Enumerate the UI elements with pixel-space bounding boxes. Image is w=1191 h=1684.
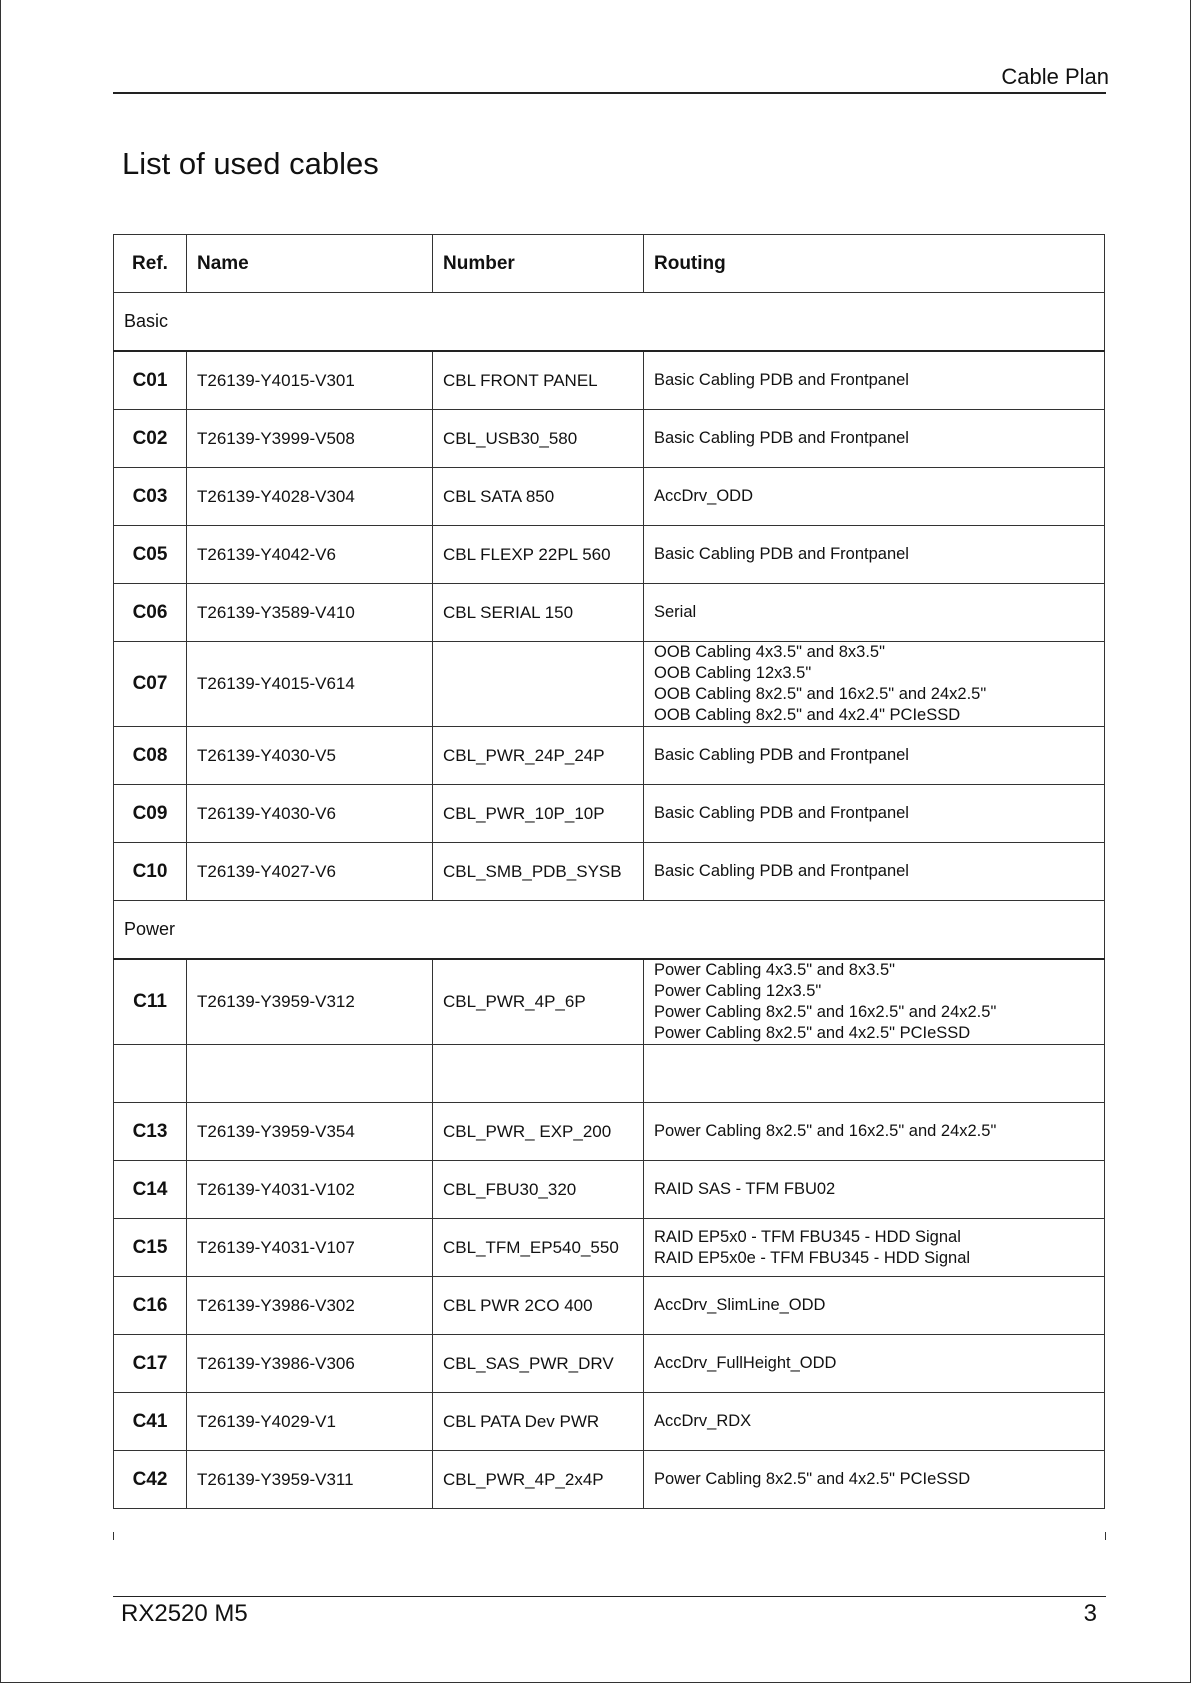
- cable-name: T26139-Y3986-V306: [187, 1335, 433, 1393]
- table-row: [114, 785, 1105, 843]
- table-row: [114, 1451, 1105, 1509]
- cable-name: [187, 1045, 433, 1103]
- cable-ref: C05: [114, 526, 187, 584]
- cable-ref: C11: [114, 959, 187, 1045]
- routing-line: Power Cabling 4x3.5" and 8x3.5": [654, 961, 896, 979]
- routing-line: AccDrv_SlimLine_ODD: [654, 1296, 826, 1314]
- cable-routing: [644, 1045, 1105, 1103]
- column-header-ref: Ref.: [114, 235, 187, 293]
- routing-line: Power Cabling 12x3.5": [654, 982, 822, 1000]
- cable-routing: [644, 785, 1105, 843]
- table-row: [114, 1393, 1105, 1451]
- routing-line: Power Cabling 8x2.5" and 16x2.5" and 24x2.5": [654, 1122, 997, 1140]
- cable-table: [113, 234, 1105, 1509]
- routing-line: OOB Cabling 8x2.5" and 16x2.5" and 24x2.5": [654, 685, 987, 703]
- cable-ref: C14: [114, 1161, 187, 1219]
- cable-ref: C16: [114, 1277, 187, 1335]
- table-continuation: [113, 1532, 1106, 1540]
- cable-name: T26139-Y3959-V311: [187, 1451, 433, 1509]
- routing-line: RAID SAS - TFM FBU02: [654, 1180, 836, 1198]
- table-row: [114, 1277, 1105, 1335]
- routing-line: Basic Cabling PDB and Frontpanel: [654, 545, 909, 563]
- cable-routing: [644, 351, 1105, 410]
- routing-line: OOB Cabling 8x2.5" and 4x2.4" PCIeSSD: [654, 706, 961, 724]
- cable-ref: C01: [114, 351, 187, 410]
- cable-ref: C41: [114, 1393, 187, 1451]
- cable-number: CBL_SMB_PDB_SYSB: [433, 843, 644, 901]
- footer-model: RX2520 M5: [121, 1600, 248, 1627]
- column-header-name: Name: [187, 235, 433, 293]
- header-divider: [113, 92, 1106, 94]
- routing-line: Power Cabling 8x2.5" and 16x2.5" and 24x2.5": [654, 1003, 997, 1021]
- cable-name: T26139-Y4031-V107: [187, 1219, 433, 1277]
- cable-ref: C10: [114, 843, 187, 901]
- cable-name: T26139-Y4015-V301: [187, 351, 433, 410]
- cable-name: T26139-Y4042-V6: [187, 526, 433, 584]
- cable-ref: C15: [114, 1219, 187, 1277]
- cable-name: T26139-Y3959-V312: [187, 959, 433, 1045]
- cable-routing: [644, 1219, 1105, 1277]
- cable-number: CBL SERIAL 150: [433, 584, 644, 642]
- cable-routing: [644, 642, 1105, 727]
- cable-ref: C13: [114, 1103, 187, 1161]
- routing-line: Power Cabling 8x2.5" and 4x2.5" PCIeSSD: [654, 1024, 971, 1042]
- cable-ref: C09: [114, 785, 187, 843]
- table-row: [114, 1161, 1105, 1219]
- cable-number: CBL_PWR_10P_10P: [433, 785, 644, 843]
- table-row: [114, 1103, 1105, 1161]
- table-row: [114, 642, 1105, 727]
- cable-ref: C06: [114, 584, 187, 642]
- table-row: [114, 526, 1105, 584]
- table-header-row: [114, 235, 1105, 293]
- footer-divider: [113, 1596, 1106, 1597]
- table-row: [114, 468, 1105, 526]
- table-row: [114, 1219, 1105, 1277]
- cable-name: T26139-Y4029-V1: [187, 1393, 433, 1451]
- table-row: [114, 843, 1105, 901]
- cable-routing: [644, 1103, 1105, 1161]
- cable-ref: C08: [114, 727, 187, 785]
- cable-name: T26139-Y3986-V302: [187, 1277, 433, 1335]
- routing-line: Basic Cabling PDB and Frontpanel: [654, 862, 909, 880]
- cable-ref: [114, 1045, 187, 1103]
- routing-line: Power Cabling 8x2.5" and 4x2.5" PCIeSSD: [654, 1470, 971, 1488]
- table-row: [114, 959, 1105, 1045]
- routing-line: OOB Cabling 4x3.5" and 8x3.5": [654, 643, 885, 661]
- cable-number: CBL FRONT PANEL: [433, 351, 644, 410]
- section-row: [114, 901, 1105, 960]
- section-label: Power: [114, 901, 1105, 960]
- cable-routing: [644, 526, 1105, 584]
- table-row: [114, 727, 1105, 785]
- footer-page-number: 3: [1083, 1600, 1097, 1627]
- cable-number: CBL_PWR_4P_2x4P: [433, 1451, 644, 1509]
- cable-name: T26139-Y3959-V354: [187, 1103, 433, 1161]
- cable-routing: [644, 1161, 1105, 1219]
- cable-name: T26139-Y4027-V6: [187, 843, 433, 901]
- cable-number: CBL_SAS_PWR_DRV: [433, 1335, 644, 1393]
- cable-ref: C03: [114, 468, 187, 526]
- cable-name: T26139-Y4030-V6: [187, 785, 433, 843]
- cable-number: CBL_PWR_ EXP_200: [433, 1103, 644, 1161]
- table-row: [114, 1045, 1105, 1103]
- cable-routing: [644, 1335, 1105, 1393]
- cable-routing: [644, 959, 1105, 1045]
- cable-number: CBL_FBU30_320: [433, 1161, 644, 1219]
- cable-routing: [644, 410, 1105, 468]
- cable-name: T26139-Y4015-V614: [187, 642, 433, 727]
- cable-number: CBL_TFM_EP540_550: [433, 1219, 644, 1277]
- cable-routing: [644, 1393, 1105, 1451]
- cable-routing: [644, 843, 1105, 901]
- routing-line: OOB Cabling 12x3.5": [654, 664, 812, 682]
- cable-routing: [644, 468, 1105, 526]
- table-row: [114, 351, 1105, 410]
- cable-number: [433, 642, 644, 727]
- routing-line: Basic Cabling PDB and Frontpanel: [654, 804, 909, 822]
- routing-line: AccDrv_RDX: [654, 1412, 752, 1430]
- column-header-number: Number: [433, 235, 644, 293]
- cable-ref: C17: [114, 1335, 187, 1393]
- table-row: [114, 1335, 1105, 1393]
- table-row: [114, 584, 1105, 642]
- cable-table-body: [114, 293, 1105, 1509]
- cable-number: CBL_USB30_580: [433, 410, 644, 468]
- cable-ref: C07: [114, 642, 187, 727]
- cable-routing: [644, 584, 1105, 642]
- cable-routing: [644, 1277, 1105, 1335]
- routing-line: Basic Cabling PDB and Frontpanel: [654, 429, 909, 447]
- table-row: [114, 410, 1105, 468]
- section-row: [114, 293, 1105, 352]
- cable-number: CBL PWR 2CO 400: [433, 1277, 644, 1335]
- cable-routing: [644, 1451, 1105, 1509]
- cable-number: CBL_PWR_24P_24P: [433, 727, 644, 785]
- routing-line: AccDrv_FullHeight_ODD: [654, 1354, 837, 1372]
- routing-line: AccDrv_ODD: [654, 487, 754, 505]
- cable-name: T26139-Y4030-V5: [187, 727, 433, 785]
- cable-ref: C42: [114, 1451, 187, 1509]
- cable-routing: [644, 727, 1105, 785]
- cable-name: T26139-Y4028-V304: [187, 468, 433, 526]
- column-header-routing: Routing: [644, 235, 1105, 293]
- cable-name: T26139-Y3589-V410: [187, 584, 433, 642]
- routing-line: Basic Cabling PDB and Frontpanel: [654, 371, 909, 389]
- routing-line: RAID EP5x0e - TFM FBU345 - HDD Signal: [654, 1248, 971, 1267]
- page-title: List of used cables: [122, 146, 379, 181]
- cable-number: CBL FLEXP 22PL 560: [433, 526, 644, 584]
- routing-line: RAID EP5x0 - TFM FBU345 - HDD Signal: [654, 1227, 961, 1246]
- header-title: Cable Plan: [1001, 64, 1109, 89]
- routing-line: Serial: [654, 603, 697, 621]
- routing-line: Basic Cabling PDB and Frontpanel: [654, 746, 909, 764]
- cable-name: T26139-Y4031-V102: [187, 1161, 433, 1219]
- cable-ref: C02: [114, 410, 187, 468]
- section-label: Basic: [114, 293, 1105, 352]
- cable-number: CBL SATA 850: [433, 468, 644, 526]
- cable-number: CBL_PWR_4P_6P: [433, 959, 644, 1045]
- cable-name: T26139-Y3999-V508: [187, 410, 433, 468]
- cable-number: [433, 1045, 644, 1103]
- cable-number: CBL PATA Dev PWR: [433, 1393, 644, 1451]
